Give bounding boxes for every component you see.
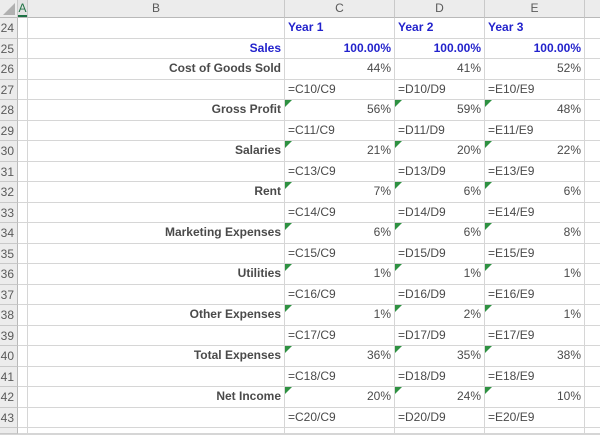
cell-B26[interactable] (28, 59, 285, 80)
cell-A29[interactable] (18, 121, 28, 142)
cell-value: =D13/D9 (398, 163, 446, 178)
cell-D30[interactable] (395, 141, 485, 162)
cell-E32[interactable] (485, 182, 585, 203)
cell-B28[interactable] (28, 100, 285, 121)
cell-partial[interactable] (28, 428, 285, 434)
cell-value: Year 3 (488, 20, 524, 34)
cell-partial[interactable] (585, 244, 600, 265)
column-header-b[interactable]: B (28, 0, 285, 18)
cell-C39[interactable] (285, 326, 395, 347)
cell-B36[interactable] (28, 264, 285, 285)
cell-A38[interactable] (18, 305, 28, 326)
cell-value: =C14/C9 (288, 204, 336, 219)
cell-C33[interactable] (285, 203, 395, 224)
cell-D31[interactable] (395, 162, 485, 183)
cell-C31[interactable] (285, 162, 395, 183)
cell-D41[interactable] (395, 367, 485, 388)
sheet-row (0, 18, 600, 39)
cell-value: 20% (456, 143, 481, 157)
cell-C38[interactable] (285, 305, 395, 326)
cell-E41[interactable] (485, 367, 585, 388)
cell-partial[interactable] (585, 428, 600, 434)
cell-value: =D18/D9 (398, 368, 446, 383)
cell-value: =D11/D9 (398, 122, 445, 137)
cell-value: =C20/C9 (288, 409, 336, 424)
cell-D27[interactable] (395, 80, 485, 101)
sheet-row (0, 141, 600, 162)
sheet-row (0, 39, 600, 60)
cell-value: =E17/E9 (488, 327, 535, 342)
cell-E34[interactable] (485, 223, 585, 244)
column-header-partial[interactable] (585, 0, 600, 18)
sheet-row (0, 244, 600, 265)
cell-partial[interactable] (585, 367, 600, 388)
cell-value: 21% (366, 143, 391, 157)
cell-A27[interactable] (18, 80, 28, 101)
cell-value: 24% (456, 389, 481, 403)
cell-D24[interactable] (395, 18, 485, 39)
cell-value: =D10/D9 (398, 81, 446, 96)
cell-B29[interactable] (28, 121, 285, 142)
cell-D37[interactable] (395, 285, 485, 306)
row-header-partial[interactable] (0, 428, 18, 434)
cell-D26[interactable] (395, 59, 485, 80)
cell-value: 44% (366, 61, 391, 75)
row-label: Other Expenses (189, 307, 281, 321)
cell-partial[interactable] (585, 39, 600, 60)
row-header-32[interactable]: 32 (0, 182, 18, 203)
sheet-row (0, 223, 600, 244)
cell-partial[interactable] (585, 326, 600, 347)
cell-B42[interactable] (28, 387, 285, 408)
cell-partial[interactable] (585, 346, 600, 367)
cell-C32[interactable] (285, 182, 395, 203)
cell-value: =E16/E9 (488, 286, 535, 301)
sheet-row (0, 162, 600, 183)
cell-A24[interactable] (18, 18, 28, 39)
cell-B38[interactable] (28, 305, 285, 326)
sheet-row (0, 59, 600, 80)
row-header-38[interactable]: 38 (0, 305, 18, 326)
cell-C43[interactable] (285, 408, 395, 429)
cell-B31[interactable] (28, 162, 285, 183)
cell-partial[interactable] (585, 223, 600, 244)
row-header-34[interactable]: 34 (0, 223, 18, 244)
cell-partial[interactable] (585, 18, 600, 39)
cell-partial[interactable] (585, 203, 600, 224)
cell-C27[interactable] (285, 80, 395, 101)
row-header-31[interactable]: 31 (0, 162, 18, 183)
row-header-25[interactable]: 25 (0, 39, 18, 60)
cell-D36[interactable] (395, 264, 485, 285)
select-all-icon (3, 3, 15, 15)
cell-value: =D20/D9 (398, 409, 446, 424)
cell-value: Year 1 (288, 20, 324, 34)
cell-value: =D15/D9 (398, 245, 446, 260)
cell-B27[interactable] (28, 80, 285, 101)
cell-C26[interactable] (285, 59, 395, 80)
row-header-40[interactable]: 40 (0, 346, 18, 367)
cell-A33[interactable] (18, 203, 28, 224)
row-header-24[interactable]: 24 (0, 18, 18, 39)
cell-partial[interactable] (585, 59, 600, 80)
cell-A42[interactable] (18, 387, 28, 408)
cell-A40[interactable] (18, 346, 28, 367)
cell-B37[interactable] (28, 285, 285, 306)
cell-B43[interactable] (28, 408, 285, 429)
cell-E43[interactable] (485, 408, 585, 429)
row-label: Salaries (234, 143, 281, 157)
cell-C35[interactable] (285, 244, 395, 265)
cell-C42[interactable] (285, 387, 395, 408)
row-label: Utilities (237, 266, 281, 280)
cell-value: =D14/D9 (398, 204, 446, 219)
cell-partial[interactable] (585, 162, 600, 183)
row-header-30[interactable]: 30 (0, 141, 18, 162)
row-header-42[interactable]: 42 (0, 387, 18, 408)
cell-value: 48% (556, 102, 581, 116)
cell-E38[interactable] (485, 305, 585, 326)
column-header-d[interactable]: D (395, 0, 485, 18)
cell-value: 1% (373, 266, 391, 280)
cell-partial[interactable] (585, 387, 600, 408)
cell-C40[interactable] (285, 346, 395, 367)
column-header-row (0, 0, 600, 18)
sheet-row (0, 346, 600, 367)
cell-E30[interactable] (485, 141, 585, 162)
sheet-row (0, 408, 600, 429)
cell-value: =C11/C9 (288, 122, 335, 137)
cell-A34[interactable] (18, 223, 28, 244)
sheet-row (0, 264, 600, 285)
cell-value: 59% (456, 102, 481, 116)
cell-value: =E18/E9 (488, 368, 535, 383)
column-header-a[interactable]: A (18, 0, 28, 18)
row-header-43[interactable]: 43 (0, 408, 18, 429)
cell-value: =E13/E9 (488, 163, 535, 178)
sheet-row (0, 121, 600, 142)
cell-A41[interactable] (18, 367, 28, 388)
sheet-row (0, 305, 600, 326)
cell-C29[interactable] (285, 121, 395, 142)
cell-value: 100.00% (533, 40, 581, 55)
cell-value: =C10/C9 (288, 81, 336, 96)
sheet-row (0, 387, 600, 408)
cell-partial[interactable] (585, 285, 600, 306)
cell-B32[interactable] (28, 182, 285, 203)
cell-B30[interactable] (28, 141, 285, 162)
cell-B25[interactable] (28, 39, 285, 60)
cell-value: =E11/E9 (488, 122, 534, 137)
cell-C36[interactable] (285, 264, 395, 285)
sheet-row (0, 367, 600, 388)
cell-E28[interactable] (485, 100, 585, 121)
sheet-row (0, 285, 600, 306)
select-all-corner[interactable] (0, 0, 18, 18)
row-label: Marketing Expenses (164, 225, 281, 239)
cell-D25[interactable] (395, 39, 485, 60)
row-header-29[interactable]: 29 (0, 121, 18, 142)
row-header-33[interactable]: 33 (0, 203, 18, 224)
cell-E42[interactable] (485, 387, 585, 408)
cell-value: =C18/C9 (288, 368, 336, 383)
cell-value: 100.00% (433, 40, 481, 55)
cell-value: 1% (563, 266, 581, 280)
row-header-35[interactable]: 35 (0, 244, 18, 265)
cell-C34[interactable] (285, 223, 395, 244)
row-header-37[interactable]: 37 (0, 285, 18, 306)
column-header-e[interactable]: E (485, 0, 585, 18)
column-header-c[interactable]: C (285, 0, 395, 18)
cell-B40[interactable] (28, 346, 285, 367)
cell-A32[interactable] (18, 182, 28, 203)
cell-E35[interactable] (485, 244, 585, 265)
cell-C24[interactable] (285, 18, 395, 39)
row-header-39[interactable]: 39 (0, 326, 18, 347)
cell-D43[interactable] (395, 408, 485, 429)
cell-partial[interactable] (285, 428, 395, 434)
cell-D28[interactable] (395, 100, 485, 121)
cell-partial[interactable] (585, 182, 600, 203)
sheet-row-partial (0, 428, 600, 434)
cell-partial[interactable] (585, 100, 600, 121)
row-header-27[interactable]: 27 (0, 80, 18, 101)
cell-partial[interactable] (585, 121, 600, 142)
cell-value: 7% (373, 184, 391, 198)
cell-value: 22% (556, 143, 581, 157)
row-header-26[interactable]: 26 (0, 59, 18, 80)
cell-value: 6% (463, 225, 481, 239)
cell-E39[interactable] (485, 326, 585, 347)
cell-E29[interactable] (485, 121, 585, 142)
cell-value: 41% (456, 61, 481, 75)
cell-value: 2% (463, 307, 481, 321)
cell-A30[interactable] (18, 141, 28, 162)
cell-D40[interactable] (395, 346, 485, 367)
cell-partial[interactable] (585, 80, 600, 101)
cell-E33[interactable] (485, 203, 585, 224)
cell-E40[interactable] (485, 346, 585, 367)
cell-partial[interactable] (585, 264, 600, 285)
cell-value: 38% (556, 348, 581, 362)
cell-value: 6% (563, 184, 581, 198)
cell-D42[interactable] (395, 387, 485, 408)
cell-value: 20% (366, 389, 391, 403)
cell-value: =D17/D9 (398, 327, 446, 342)
row-header-36[interactable]: 36 (0, 264, 18, 285)
cell-value: 1% (463, 266, 481, 280)
cell-D34[interactable] (395, 223, 485, 244)
cell-value: 8% (563, 225, 581, 239)
sheet-row (0, 203, 600, 224)
cell-D39[interactable] (395, 326, 485, 347)
cell-value: =C16/C9 (288, 286, 336, 301)
cell-C30[interactable] (285, 141, 395, 162)
row-label: Total Expenses (193, 348, 281, 362)
cell-value: 100.00% (343, 40, 391, 55)
cell-value: =E15/E9 (488, 245, 535, 260)
cell-A37[interactable] (18, 285, 28, 306)
cell-A26[interactable] (18, 59, 28, 80)
cell-value: 36% (366, 348, 391, 362)
sheet-row (0, 100, 600, 121)
cell-E24[interactable] (485, 18, 585, 39)
cell-A25[interactable] (18, 39, 28, 60)
cell-value: =C15/C9 (288, 245, 336, 260)
cell-B34[interactable] (28, 223, 285, 244)
cell-C28[interactable] (285, 100, 395, 121)
row-label: Net Income (216, 389, 281, 403)
grid-body (0, 18, 600, 434)
sheet-row (0, 182, 600, 203)
cell-value: =E10/E9 (488, 81, 535, 96)
cell-value: Year 2 (398, 20, 434, 34)
cell-B39[interactable] (28, 326, 285, 347)
cell-E26[interactable] (485, 59, 585, 80)
cell-D38[interactable] (395, 305, 485, 326)
row-header-28[interactable]: 28 (0, 100, 18, 121)
row-label: Gross Profit (211, 102, 281, 116)
cell-E25[interactable] (485, 39, 585, 60)
cell-value: 10% (556, 389, 581, 403)
cell-B35[interactable] (28, 244, 285, 265)
cell-D29[interactable] (395, 121, 485, 142)
cell-value: 6% (463, 184, 481, 198)
cell-A36[interactable] (18, 264, 28, 285)
cell-A43[interactable] (18, 408, 28, 429)
cell-D32[interactable] (395, 182, 485, 203)
cell-value: 1% (563, 307, 581, 321)
cell-E27[interactable] (485, 80, 585, 101)
cell-value: =D16/D9 (398, 286, 446, 301)
cell-value: 6% (373, 225, 391, 239)
cell-A31[interactable] (18, 162, 28, 183)
cell-E37[interactable] (485, 285, 585, 306)
cell-value: 1% (373, 307, 391, 321)
cell-partial[interactable] (485, 428, 585, 434)
cell-C41[interactable] (285, 367, 395, 388)
sheet-row (0, 326, 600, 347)
cell-value: 56% (366, 102, 391, 116)
row-label: Rent (254, 184, 281, 198)
row-label: Cost of Goods Sold (169, 61, 281, 75)
cell-A28[interactable] (18, 100, 28, 121)
cell-value: =C17/C9 (288, 327, 336, 342)
cell-B41[interactable] (28, 367, 285, 388)
cell-E36[interactable] (485, 264, 585, 285)
cell-partial[interactable] (395, 428, 485, 434)
cell-D33[interactable] (395, 203, 485, 224)
cell-value: =C13/C9 (288, 163, 336, 178)
cell-B24[interactable] (28, 18, 285, 39)
cell-A35[interactable] (18, 244, 28, 265)
sheet-row (0, 80, 600, 101)
cell-value: 52% (556, 61, 581, 75)
cell-value: =E14/E9 (488, 204, 535, 219)
cell-C37[interactable] (285, 285, 395, 306)
cell-E31[interactable] (485, 162, 585, 183)
cell-value: 35% (456, 348, 481, 362)
row-header-41[interactable]: 41 (0, 367, 18, 388)
row-label: Sales (249, 40, 281, 55)
cell-C25[interactable] (285, 39, 395, 60)
cell-B33[interactable] (28, 203, 285, 224)
cell-partial[interactable] (585, 141, 600, 162)
cell-D35[interactable] (395, 244, 485, 265)
cell-partial[interactable] (585, 305, 600, 326)
cell-value: =E20/E9 (488, 409, 535, 424)
cell-A39[interactable] (18, 326, 28, 347)
cell-partial[interactable] (585, 408, 600, 429)
cell-partial[interactable] (18, 428, 28, 434)
